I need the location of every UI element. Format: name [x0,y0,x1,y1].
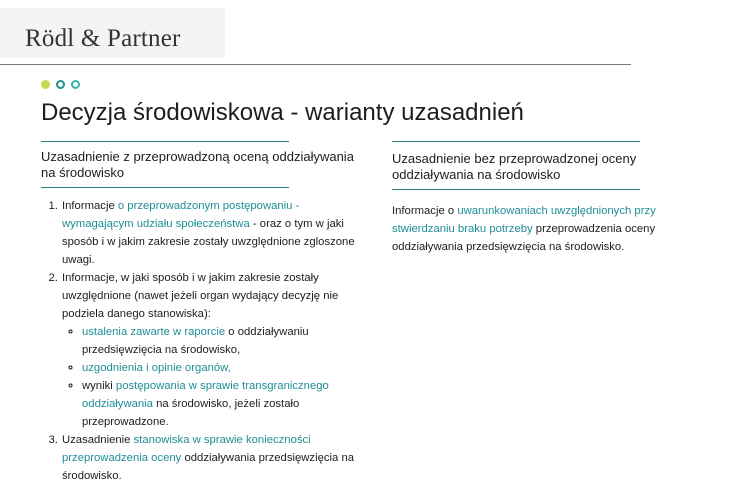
sub-list-item [82,323,371,359]
left-column [41,141,371,485]
item-text: Uzasadnienie [62,434,134,446]
item-link-text: uzgodnienia i opinie organów, [82,362,231,374]
item-link-text: uwarunkowaniach uwzględnionych przy stwierdzaniu braku potrzeby [392,205,656,235]
left-heading: Uzasadnienie z przeprowadzoną oceną oddziaływania na środowisko [41,149,354,180]
item-text: wyniki [82,380,116,392]
item-link-text: o przeprowadzonym postępowaniu - wymagającym udziału społeczeństwa [62,200,300,230]
item-text: Informacje [62,200,118,212]
right-heading-rule-bottom [392,189,640,190]
sub-list [62,323,371,431]
left-heading-rule-bottom [41,187,289,188]
item-text: przeprowadzenia oceny oddziaływania przedsięwzięcia na środowisko. [392,223,656,253]
item-text: oddziaływania przedsięwzięcia na środowisko. [62,452,355,482]
list-item [61,269,371,431]
item-text: - oraz o tym w jaki sposób i w jakim zakresie zostały uwzględnione zgloszone uwagi. [62,218,355,266]
item-text: Informacje o [392,205,458,217]
dot-filled-icon [41,80,50,89]
decorative-dots [41,80,80,89]
right-heading: Uzasadnienie bez przeprowadzonej oceny oddziaływania na środowisko [392,151,637,182]
page-title: Decyzja środowiskowa - warianty uzasadnień [41,99,524,126]
sub-list-item [82,377,371,431]
list-item [61,431,371,485]
left-list [41,197,371,485]
item-text: Informacje, w jaki sposób i w jakim zakresie zostały uwzględnione (nawet jeżeli organ wydający decyzję nie podziela danego stanowiska): [62,272,339,320]
logo-area [0,8,225,58]
item-text: o oddziaływaniu przedsięwzięcia na środowisko, [82,326,309,356]
list-item [61,197,371,269]
sub-list-item [82,359,371,377]
header-divider [0,64,631,65]
item-text: na środowisko, jeżeli zostało przeprowadzone. [82,398,300,428]
company-logo: Rödl & Partner [25,25,181,52]
dot-ring-icon [71,80,80,89]
right-paragraph [392,202,692,256]
right-column [392,141,692,256]
item-link-text: stanowiska w sprawie konieczności przeprowadzenia oceny [62,434,311,464]
item-link-text: ustalenia zawarte w raporcie [82,326,226,338]
dot-ring-icon [56,80,65,89]
item-link-text: postępowania w sprawie transgranicznego oddziaływania [82,380,329,410]
